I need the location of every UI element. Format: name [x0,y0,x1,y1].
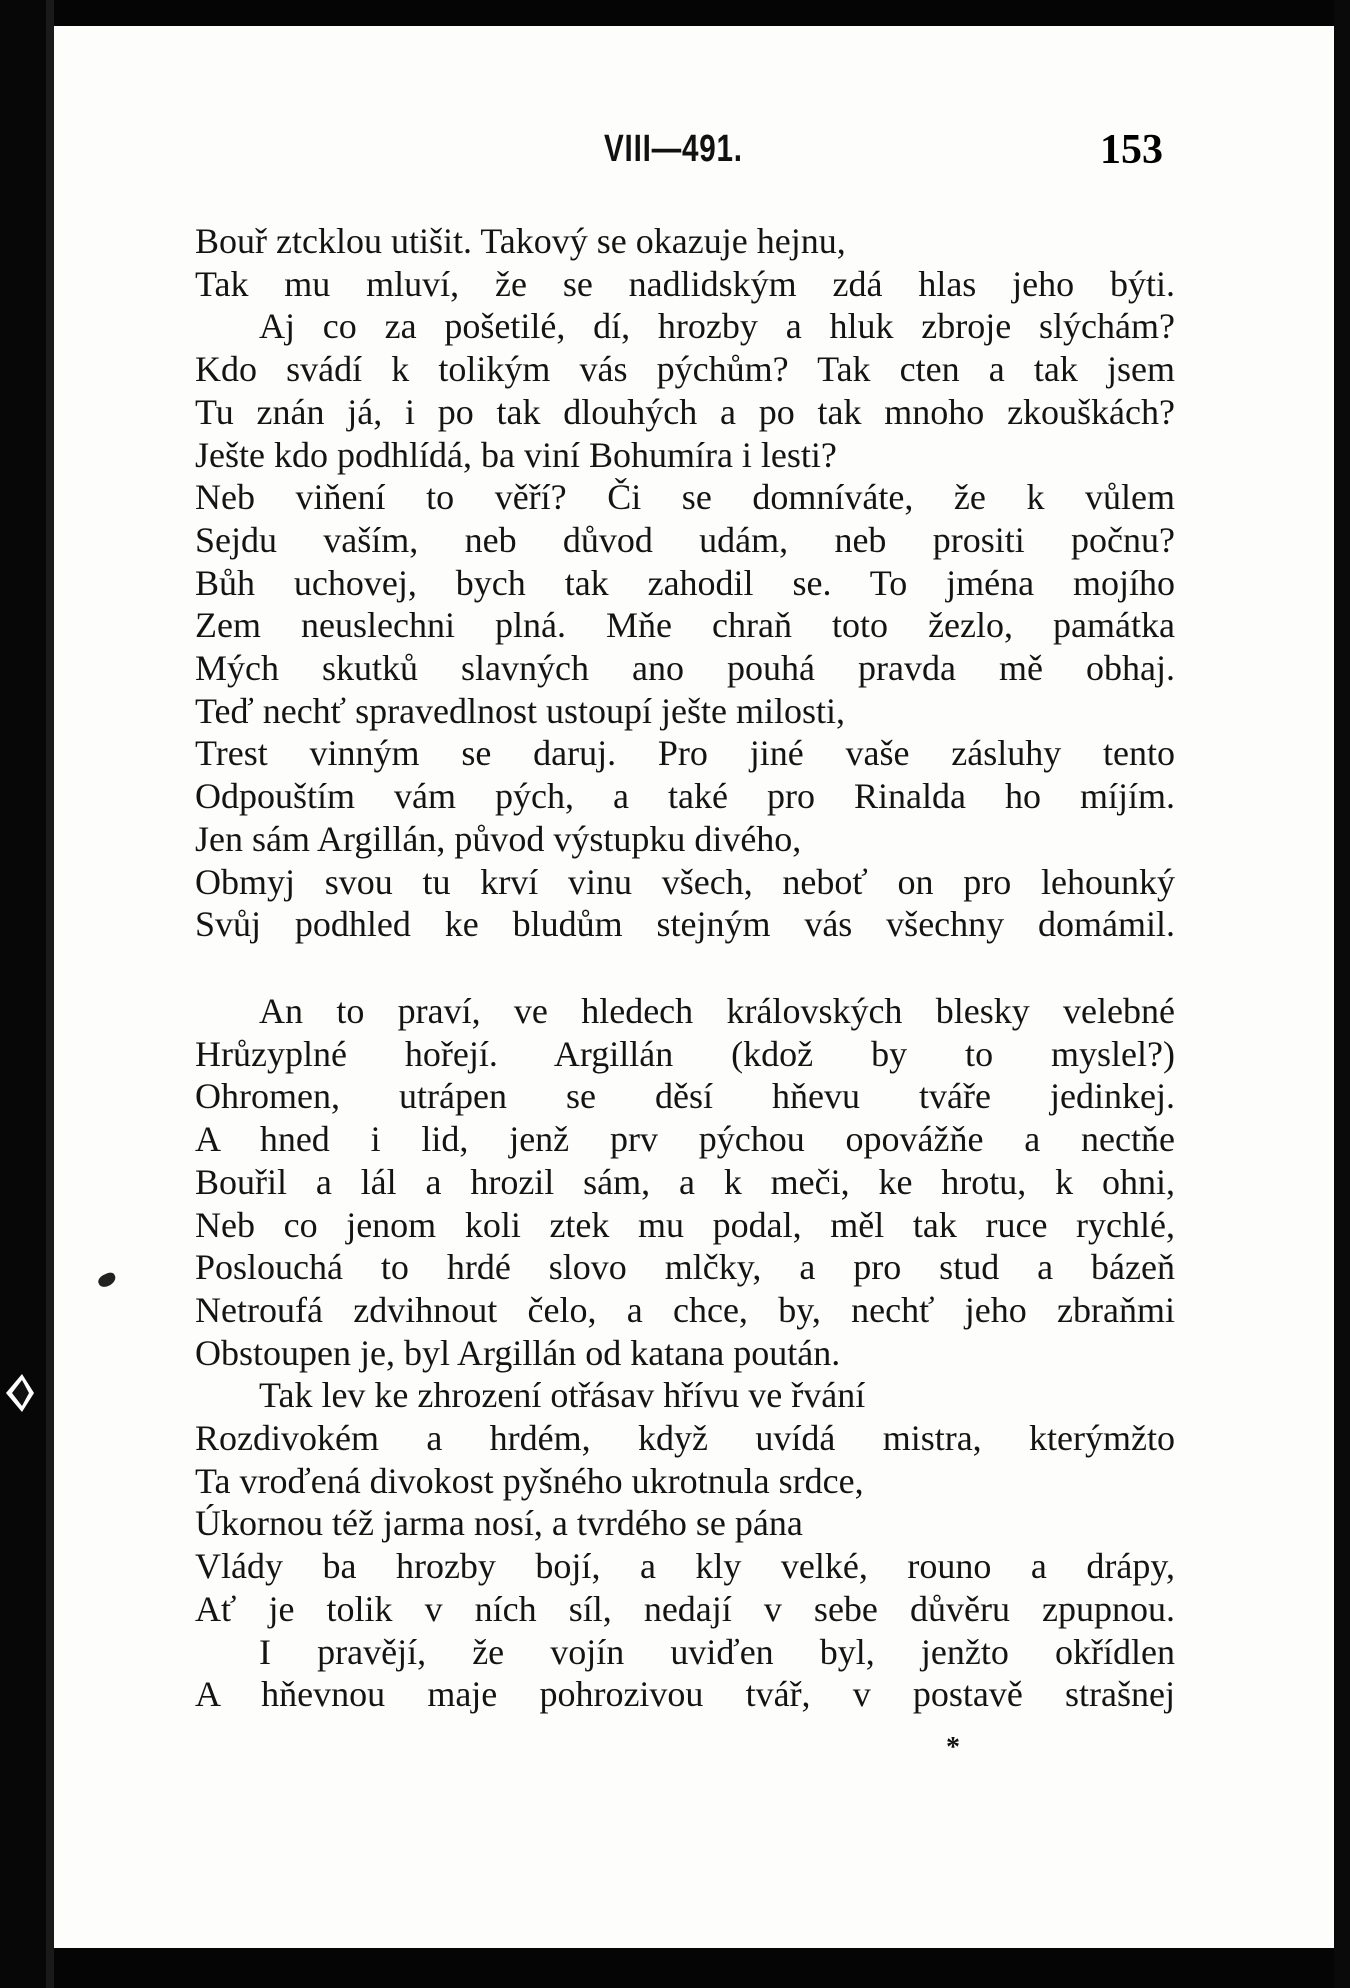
verse-line: Hrůzyplné hořejí. Argillán (kdož by to myslel?) [195,1033,1175,1074]
verse-line: Obstoupen je, byl Argillán od katana poután. [195,1332,841,1373]
verse-line: An to praví, ve hledech královských blesky velebné [259,991,1175,1031]
scan-border-top [0,0,1350,26]
verse-line: Ta vroďená divokost pyšného ukrotnula srdce, [195,1460,864,1501]
verse-line: Trest vinným se daruj. Pro jiné vaše zásluhy tento [195,733,1175,774]
verse-line: Bůh uchovej, bych tak zahodil se. To jména mojího [195,562,1175,603]
binding-mark-icon [2,1368,42,1418]
verse-line: Zem neuslechni plná. Mňe chraň toto žezlo, památka [195,605,1175,646]
verse-line: Neb viňení to věří? Či se domníváte, že k vůlem [195,477,1175,518]
scan-border-bottom [0,1948,1350,1988]
verse-line: Aj co za pošetilé, dí, hrozby a hluk zbroje slýchám? [259,306,1175,347]
verse-stanza-2 [195,990,1175,1716]
verse-line: Jen sám Argillán, původ výstupku divého, [195,818,802,859]
verse-line: Obmyj svou tu krví vinu všech, neboť on pro lehounký [195,861,1175,902]
verse-line: A hňevnou maje pohrozivou tvář, v postavě strašnej [195,1674,1175,1715]
verse-line: Ješte kdo podhlídá, ba viní Bohumíra i lesti? [195,434,837,475]
page-number: 153 [1100,127,1163,173]
verse-line: Bouřil a lál a hrozil sám, a k meči, ke hrotu, k ohni, [195,1161,1175,1202]
running-title: VIII—491. [604,128,743,170]
verse-line: Ať je tolik v ních síl, nedají v sebe důvěru zpupnou. [195,1588,1175,1629]
verse-line: Mých skutků slavných ano pouhá pravda mě obhaj. [195,648,1175,689]
verse-line: I pravějí, že vojín uviďen byl, jenžto okřídlen [259,1631,1175,1672]
scan-border-left [0,0,46,1988]
verse-line: Teď nechť spravedlnost ustoupí ješte milosti, [195,690,846,731]
verse-line: Úkornou též jarma nosí, a tvrdého se pána [195,1503,803,1544]
scan-border-right [1334,0,1350,1988]
book-spine-edge [46,0,54,1988]
verse-line: Tak mu mluví, že se nadlidským zdá hlas jeho býti. [195,263,1175,304]
verse-line: Rozdivokém a hrdém, když uvídá mistra, kterýmžto [195,1418,1175,1459]
verse-line: Tu znán já, i po tak dlouhých a po tak mnoho zkouškách? [195,391,1175,432]
verse-line: Vlády ba hrozby bojí, a kly velké, rouno a drápy, [195,1546,1175,1587]
verse-line: Tak lev ke zhrození otřásav hřívu ve řvání [259,1375,866,1416]
verse-line: Sejdu vaším, neb důvod udám, neb prositi počnu? [195,519,1175,560]
verse-line: Neb co jenom koli ztek mu podal, měl tak ruce rychlé, [195,1204,1175,1245]
verse-line: Kdo svádí k tolikým vás pýchům? Tak cten a tak jsem [195,349,1175,390]
verse-stanza-1 [195,220,1175,946]
verse-line: Poslouchá to hrdé slovo mlčky, a pro stud a bázeň [195,1247,1175,1288]
verse-line: Ohromen, utrápen se děsí hňevu tváře jedinkej. [195,1076,1175,1117]
verse-line: Bouř ztcklou utišit. Takový se okazuje hejnu, [195,221,846,261]
signature-mark: * [946,1732,960,1763]
verse-line: Netroufá zdvihnout čelo, a chce, by, nechť jeho zbraňmi [195,1289,1175,1330]
verse-line: A hned i lid, jenž prv pýchou opovážňe a nectňe [195,1119,1175,1160]
verse-line: Odpouštím vám pých, a také pro Rinalda ho míjím. [195,776,1175,817]
verse-line: Svůj podhled ke bludům stejným vás všechny domámil. [195,904,1175,945]
running-header [0,128,1350,178]
